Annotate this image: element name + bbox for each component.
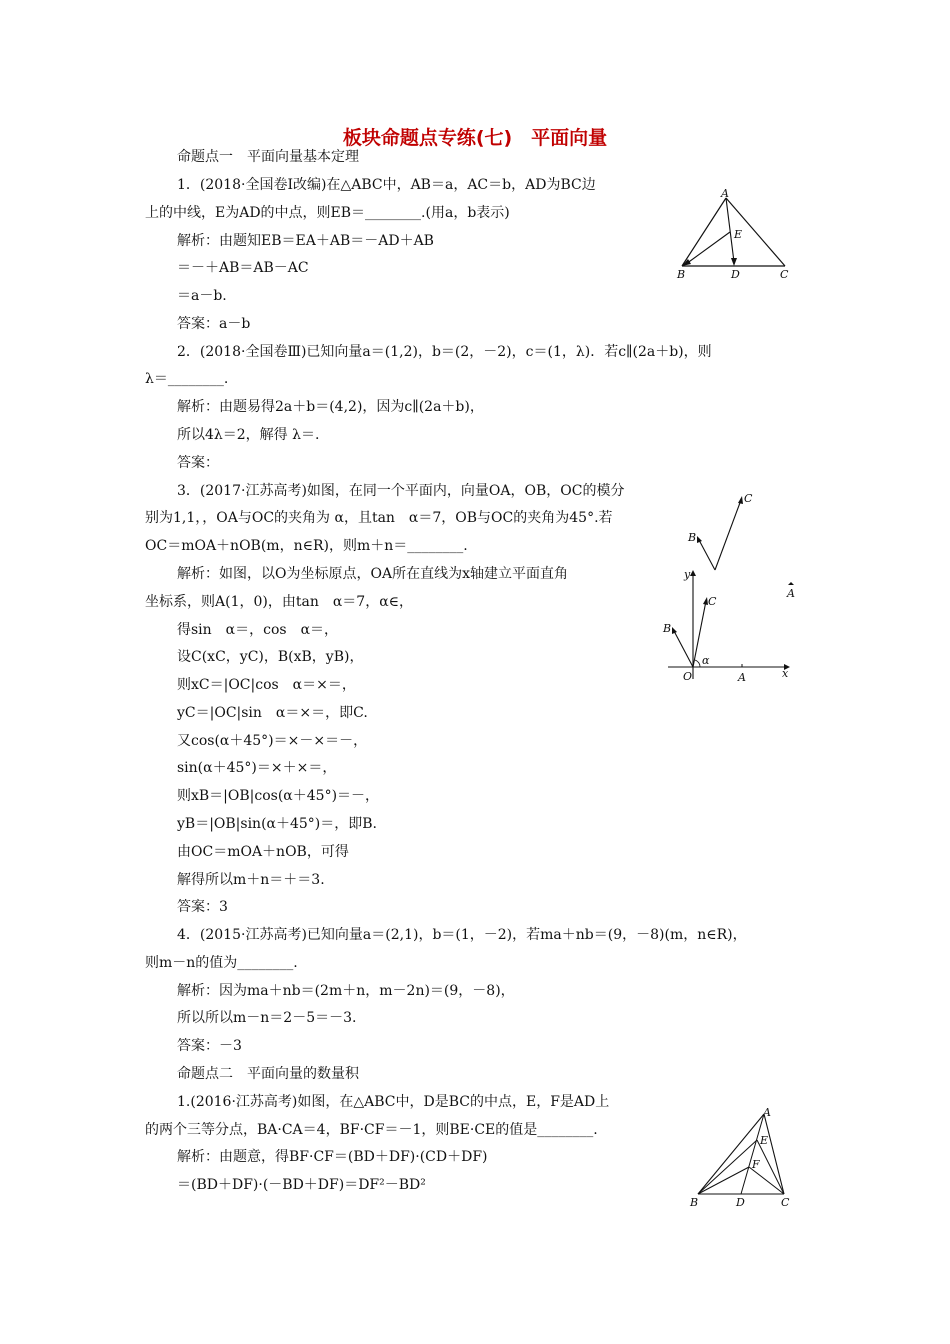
text-line: 解析：由题易得2a＋b＝(4,2)，因为c∥(2a＋b)，: [177, 399, 484, 415]
triangle-figure-4: [686, 1104, 796, 1210]
text-line: sin(α＋45°)＝×＋×＝，: [177, 760, 337, 776]
fig3-label: x: [782, 667, 789, 680]
text-line: OC＝mOA＋nOB(m，n∈R)，则m＋n＝________.: [145, 538, 468, 554]
text-line: 所以所以m－n＝2－5＝－3.: [177, 1010, 357, 1026]
text-line: 解析：因为ma＋nb＝(2m＋n，m－2n)＝(9，－8)，: [177, 983, 515, 999]
text-line: ＝(BD＋DF)·(－BD＋DF)＝DF²－BD²: [177, 1177, 426, 1193]
answer-line: 答案：－3: [177, 1038, 242, 1054]
fig3-label: α: [702, 654, 710, 667]
fig1-label: E: [734, 228, 743, 241]
fig3-label: O: [683, 670, 693, 683]
text-line: 解析：由题意，得BF·CF＝(BD＋DF)·(CD＋DF): [177, 1149, 488, 1165]
text-line: 3．(2017·江苏高考)如图，在同一个平面内，向量OA，OB，OC的模分: [177, 483, 625, 499]
fig1-label: A: [721, 188, 729, 200]
fig1-label: B: [677, 268, 686, 281]
fig4-label: C: [781, 1196, 790, 1209]
text-line: 解析：如图，以O为坐标原点，OA所在直线为x轴建立平面直角: [177, 566, 568, 582]
fig2-label: A: [787, 587, 795, 600]
text-line: 2．(2018·全国卷Ⅲ)已知向量a＝(1,2)，b＝(2，－2)，c＝(1，λ)．若c∥(2a＋b)，则: [177, 344, 712, 360]
text-line: 解析：由题知EB＝EA＋AB＝－AD＋AB: [177, 233, 434, 249]
text-line: 1．(2018·全国卷Ⅰ改编)在△ABC中，AB＝a，AC＝b，AD为BC边: [177, 177, 596, 193]
triangle-figure-1: [672, 188, 797, 283]
fig1-label: D: [731, 268, 740, 281]
text-line: 设C(xC，yC)，B(xB，yB)，: [177, 649, 364, 665]
text-line: 又cos(α＋45°)＝×－×＝－，: [177, 733, 368, 749]
text-line: ＝－＋AB＝AB－AC: [177, 260, 309, 276]
text-line: 则xB＝|OB|cos(α＋45°)＝－，: [177, 788, 380, 804]
fig3-label: A: [738, 671, 746, 684]
fig3-label: C: [708, 595, 717, 608]
fig4-label: E: [760, 1134, 769, 1147]
answer-line: 答案：: [177, 455, 219, 471]
fig4-label: F: [752, 1158, 760, 1171]
text-line: 由OC＝mOA＋nOB，可得: [177, 844, 349, 860]
fig2-label: C: [744, 492, 753, 505]
fig1-label: C: [780, 268, 789, 281]
text-line: 1.(2016·江苏高考)如图，在△ABC中，D是BC的中点，E，F是AD上: [177, 1094, 610, 1110]
text-line: 解得所以m＋n＝＋＝3.: [177, 872, 325, 888]
text-line: 别为1,1，，OA与OC的夹角为 α，且tan α＝7，OB与OC的夹角为45°.若: [145, 510, 613, 526]
fig3-label: B: [663, 622, 672, 635]
text-line: 的两个三等分点，BA·CA＝4，BF·CF＝－1，则BE·CE的值是________.: [145, 1122, 598, 1138]
section-heading-2: 命题点二 平面向量的数量积: [177, 1066, 359, 1082]
page-title: 板块命题点专练(七) 平面向量: [342, 127, 608, 149]
text-line: yB＝|OB|sin(α＋45°)＝，即B.: [177, 816, 378, 832]
text-line: ＝a－b.: [177, 288, 227, 304]
answer-line: 答案：a－b: [177, 316, 251, 332]
fig4-label: B: [690, 1196, 699, 1209]
answer-line: 答案：3: [177, 899, 228, 915]
text-line: 4．(2015·江苏高考)已知向量a＝(2,1)，b＝(1，－2)，若ma＋nb＝(9，－8)(m，n∈R)，: [177, 927, 747, 943]
section-heading-1: 命题点一 平面向量基本定理: [177, 149, 359, 165]
text-line: 则xC＝|OC|cos α＝×＝，: [177, 677, 356, 693]
fig4-label: D: [736, 1196, 745, 1209]
fig2-label: B: [688, 531, 697, 544]
text-line: λ＝________.: [145, 371, 229, 387]
text-line: 上的中线，E为AD的中点，则EB＝________.(用a，b表示): [145, 205, 510, 221]
fig4-label: A: [763, 1106, 771, 1119]
fig3-label: y: [684, 568, 691, 581]
text-line: 坐标系，则A(1，0)，由tan α＝7，α∈，: [145, 594, 414, 610]
text-line: 所以4λ＝2，解得 λ＝.: [177, 427, 320, 443]
coordinate-figure-3: [660, 565, 800, 685]
text-line: yC＝|OC|sin α＝×＝，即C.: [177, 705, 368, 721]
text-line: 得sin α＝，cos α＝，: [177, 622, 339, 638]
vector-figure-2: [682, 488, 762, 572]
text-line: 则m－n的值为________.: [145, 955, 298, 971]
